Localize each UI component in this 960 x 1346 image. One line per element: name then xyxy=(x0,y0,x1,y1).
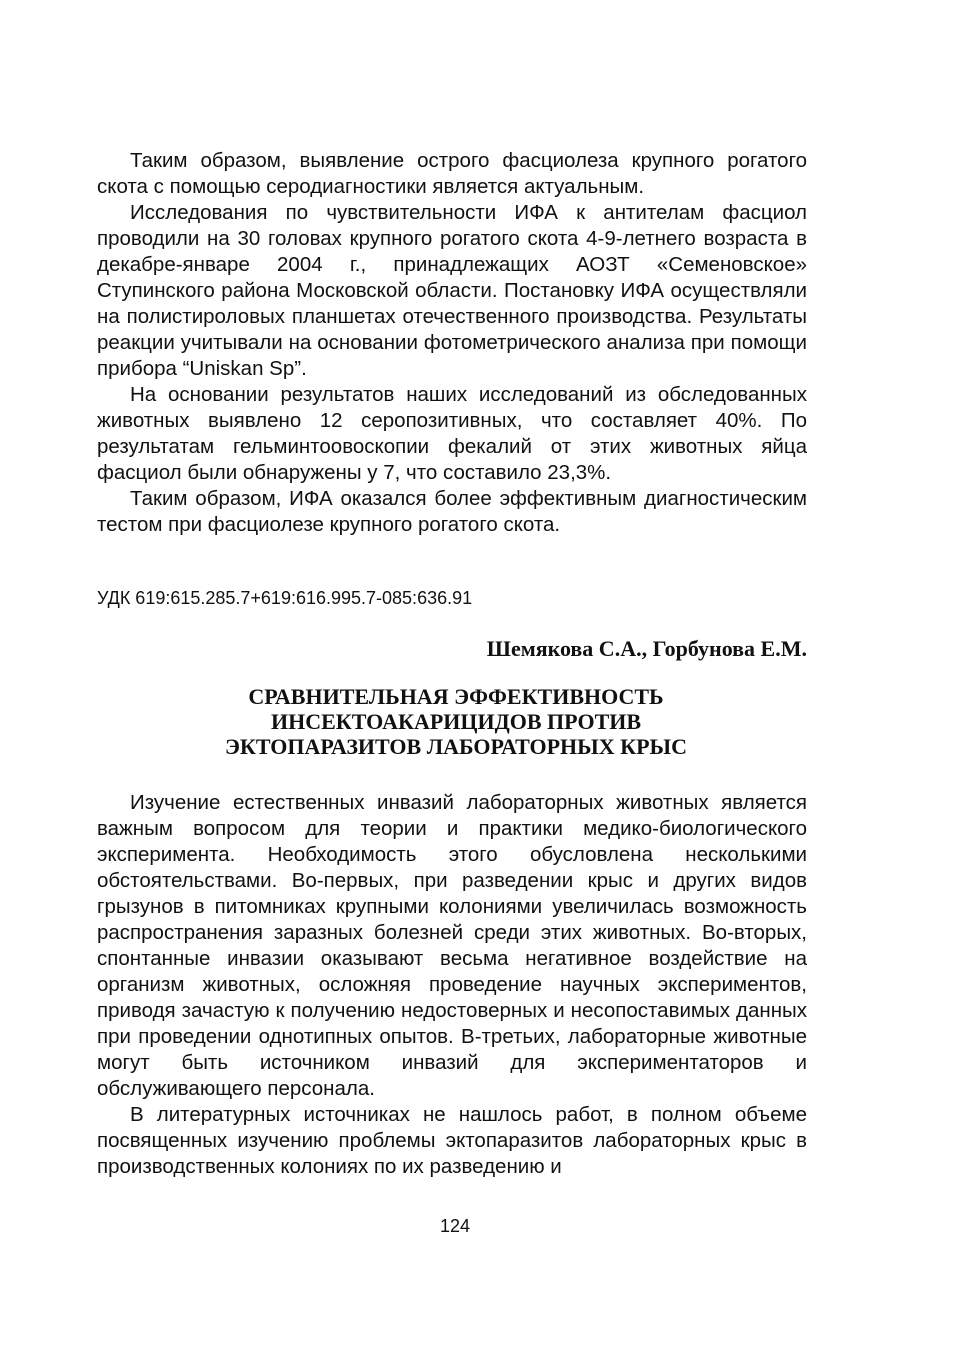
intro-text-block xyxy=(97,148,807,538)
title-line: ИНСЕКТОАКАРИЦИДОВ ПРОТИВ xyxy=(270,709,642,734)
paragraph: Таким образом, выявление острого фасциолеза крупного рогатого скота с помощью серодиагностики является актуальным. xyxy=(97,149,807,198)
article-body xyxy=(97,790,807,1180)
paragraph: На основании результатов наших исследований из обследованных животных выявлено 12 серопозитивных, что составляет 40%. По результатам гельминтоовоскопии фекалий от этих животных яйца фасциол были обнаружены у 7, что составило 23,3%. xyxy=(97,383,807,484)
article-title xyxy=(97,684,815,759)
paragraph: В литературных источниках не нашлось работ, в полном объеме посвященных изучению проблемы эктопаразитов лабораторных крыс в производственных колониях по их разведению и xyxy=(97,1103,807,1178)
title-line: СРАВНИТЕЛЬНАЯ ЭФФЕКТИВНОСТЬ xyxy=(248,684,664,709)
article-authors: Шемякова С.А., Горбунова Е.М. xyxy=(486,636,807,661)
paragraph: Исследования по чувствительности ИФА к антителам фасциол проводили на 30 головах крупного рогатого скота 4-9-летнего возраста в декабре-январе 2004 г., принадлежащих АОЗТ «Семеновское» Ступинского района Московской области. Постановку ИФА осуществляли на полистироловых планшетах отечественного производства. Результаты реакции учитывали на основании фотометрического анализа при помощи прибора “Uniskan Sp”. xyxy=(97,201,807,380)
title-line: ЭКТОПАРАЗИТОВ ЛАБОРАТОРНЫХ КРЫС xyxy=(224,734,687,759)
paragraph: Таким образом, ИФА оказался более эффективным диагностическим тестом при фасциолезе крупного рогатого скота. xyxy=(97,487,807,536)
page-number: 124 xyxy=(439,1216,471,1236)
paragraph: Изучение естественных инвазий лабораторных животных является важным вопросом для теории и практики медико-биологического эксперимента. Необходимость этого обусловлена несколькими обстоятельствами. Во-первых, при разведении крыс и других видов грызунов в питомниках крупными колониями увеличилась возможность распространения заразных болезней среди этих животных. Во-вторых, спонтанные инвазии оказывают весьма негативное воздействие на организм животных, осложняя проведение научных экспериментов, приводя зачастую к получению недостоверных и несопоставимых данных при проведении однотипных опытов. В-третьих, лабораторные животные могут быть источником инвазий для экспериментаторов и обслуживающего персонала. xyxy=(97,791,807,1100)
udc-code: УДК 619:615.285.7+619:616.995.7-085:636.91 xyxy=(97,588,473,608)
